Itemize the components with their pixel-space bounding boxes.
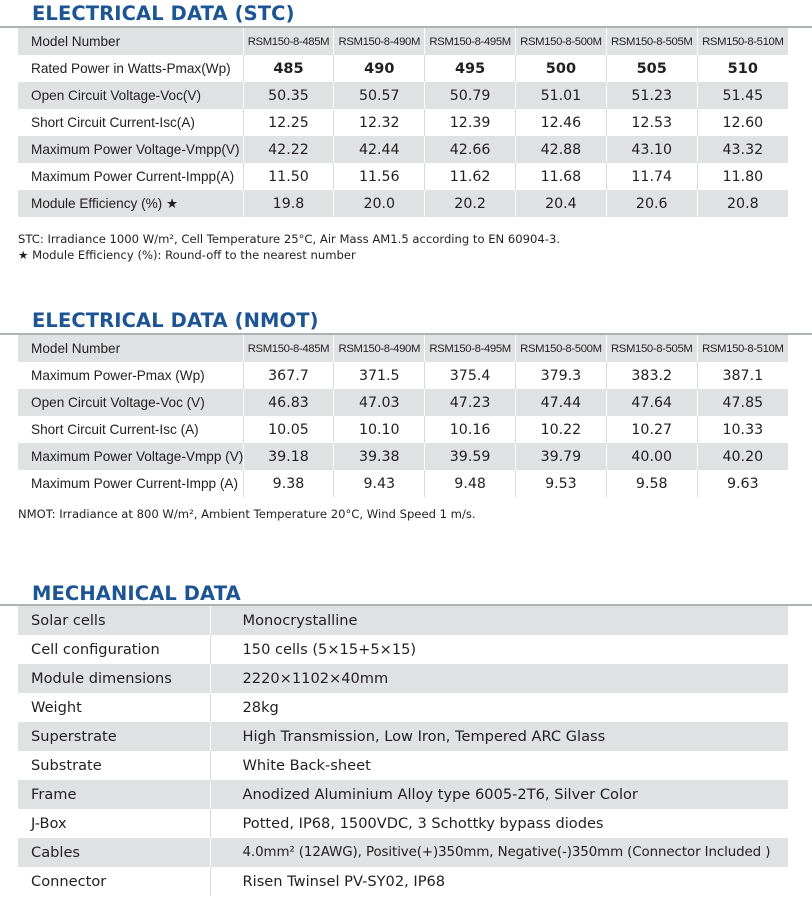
stc-cell: 19.8 — [243, 190, 334, 217]
nmot-cell: 10.33 — [697, 416, 788, 443]
nmot-cell: 39.18 — [243, 443, 334, 470]
mech-value: White Back-sheet — [210, 751, 788, 780]
mech-row-weight — [18, 693, 788, 722]
stc-row-label: Rated Power in Watts-Pmax(Wp) — [31, 60, 231, 76]
stc-cell: 12.25 — [243, 109, 334, 136]
mech-row-cell-configuration — [18, 635, 788, 664]
nmot-model-name: RSM150-8-510M — [697, 335, 788, 362]
mech-value: Anodized Aluminium Alloy type 6005-2T6, Silver Color — [210, 780, 788, 809]
stc-cell: 12.53 — [606, 109, 697, 136]
nmot-cell: 10.16 — [425, 416, 516, 443]
stc-cell: 11.80 — [697, 163, 788, 190]
nmot-cell: 46.83 — [243, 389, 334, 416]
stc-cell: 50.79 — [425, 82, 516, 109]
stc-header-row — [18, 28, 788, 55]
nmot-cell: 379.3 — [516, 362, 607, 389]
mech-key: Weight — [31, 699, 82, 716]
stc-cell: 11.74 — [606, 163, 697, 190]
nmot-row-pmax — [18, 362, 788, 389]
nmot-row-impp — [18, 470, 788, 497]
nmot-header-row — [18, 335, 788, 362]
nmot-cell: 47.85 — [697, 389, 788, 416]
nmot-cell: 9.53 — [516, 470, 607, 497]
stc-row-label: Maximum Power Current-Impp(A) — [31, 168, 235, 184]
nmot-row-label: Maximum Power Current-Impp (A) — [31, 475, 238, 491]
stc-row-label: Short Circuit Current-Isc(A) — [31, 114, 195, 130]
nmot-cell: 371.5 — [334, 362, 425, 389]
nmot-cell: 9.58 — [606, 470, 697, 497]
nmot-header-label: Model Number — [18, 335, 243, 362]
stc-cell: 11.56 — [334, 163, 425, 190]
mech-key: Solar cells — [18, 606, 210, 635]
stc-cell: 50.57 — [334, 82, 425, 109]
nmot-cell: 40.20 — [697, 443, 788, 470]
mech-value: High Transmission, Low Iron, Tempered ARC Glass — [210, 722, 788, 751]
nmot-model-name: RSM150-8-485M — [243, 335, 334, 362]
stc-cell: 11.62 — [425, 163, 516, 190]
stc-cell: 42.44 — [334, 136, 425, 163]
stc-table — [18, 28, 788, 217]
stc-cell: 12.60 — [697, 109, 788, 136]
nmot-model-name: RSM150-8-490M — [334, 335, 425, 362]
stc-cell: 43.10 — [606, 136, 697, 163]
nmot-cell: 47.23 — [425, 389, 516, 416]
mech-table — [18, 606, 788, 896]
nmot-cell: 47.44 — [516, 389, 607, 416]
stc-cell: 12.32 — [334, 109, 425, 136]
stc-cell: 12.46 — [516, 109, 607, 136]
stc-cell: 490 — [334, 55, 425, 82]
mech-row-cables — [18, 838, 788, 867]
mech-key: Cables — [18, 838, 210, 867]
efficiency-footnote: ★ Module Efficiency (%): Round-off to the nearest number — [18, 248, 356, 262]
mech-value: 150 cells (5×15+5×15) — [210, 635, 788, 664]
stc-cell: 20.6 — [606, 190, 697, 217]
stc-cell: 20.0 — [334, 190, 425, 217]
nmot-model-name: RSM150-8-500M — [516, 335, 607, 362]
stc-cell: 505 — [606, 55, 697, 82]
mech-key: Connector — [31, 873, 107, 890]
stc-row-label: Module Efficiency (%) ★ — [18, 190, 243, 217]
nmot-cell: 9.38 — [243, 470, 334, 497]
mech-key: J-Box — [31, 815, 67, 832]
nmot-note: NMOT: Irradiance at 800 W/m², Ambient Temperature 20°C, Wind Speed 1 m/s. — [18, 507, 476, 521]
stc-cell: 495 — [425, 55, 516, 82]
nmot-row-voc — [18, 389, 788, 416]
nmot-cell: 375.4 — [425, 362, 516, 389]
nmot-cell: 10.10 — [334, 416, 425, 443]
mech-key: Superstrate — [18, 722, 210, 751]
mech-value: Monocrystalline — [210, 606, 788, 635]
stc-row-pmax — [18, 55, 788, 82]
mech-row-j-box — [18, 809, 788, 838]
stc-cell: 485 — [243, 55, 334, 82]
nmot-cell: 40.00 — [606, 443, 697, 470]
stc-row-impp — [18, 163, 788, 190]
mech-key: Frame — [18, 780, 210, 809]
stc-cell: 20.2 — [425, 190, 516, 217]
nmot-row-isc — [18, 416, 788, 443]
mech-row-module-dimensions — [18, 664, 788, 693]
mech-key: Substrate — [31, 757, 102, 774]
mech-row-superstrate — [18, 722, 788, 751]
stc-cell: 20.8 — [697, 190, 788, 217]
stc-model-name: RSM150-8-495M — [425, 28, 516, 55]
stc-row-isc — [18, 109, 788, 136]
nmot-cell: 39.38 — [334, 443, 425, 470]
mech-row-solar-cells — [18, 606, 788, 635]
mech-row-substrate — [18, 751, 788, 780]
nmot-row-label: Maximum Power Voltage-Vmpp (V) — [18, 443, 243, 470]
mech-value: Risen Twinsel PV-SY02, IP68 — [210, 867, 788, 896]
stc-model-name: RSM150-8-500M — [516, 28, 607, 55]
mech-section-title: MECHANICAL DATA — [32, 582, 241, 605]
nmot-cell: 10.27 — [606, 416, 697, 443]
stc-header-label: Model Number — [18, 28, 243, 55]
nmot-cell: 47.64 — [606, 389, 697, 416]
stc-cell: 510 — [697, 55, 788, 82]
stc-model-name: RSM150-8-505M — [606, 28, 697, 55]
nmot-cell: 39.79 — [516, 443, 607, 470]
stc-model-name: RSM150-8-510M — [697, 28, 788, 55]
nmot-cell: 383.2 — [606, 362, 697, 389]
stc-cell: 11.50 — [243, 163, 334, 190]
stc-row-label: Open Circuit Voltage-Voc(V) — [18, 82, 243, 109]
nmot-cell: 9.48 — [425, 470, 516, 497]
nmot-model-name: RSM150-8-505M — [606, 335, 697, 362]
mech-key: Cell configuration — [31, 641, 160, 658]
stc-cell: 42.22 — [243, 136, 334, 163]
stc-cell: 11.68 — [516, 163, 607, 190]
stc-section-title: ELECTRICAL DATA (STC) — [32, 2, 295, 25]
stc-row-label: Maximum Power Voltage-Vmpp(V) — [18, 136, 243, 163]
stc-cell: 51.01 — [516, 82, 607, 109]
nmot-cell: 367.7 — [243, 362, 334, 389]
mech-value: 28kg — [210, 693, 788, 722]
stc-cell: 43.32 — [697, 136, 788, 163]
mech-row-connector — [18, 867, 788, 896]
mech-key: Module dimensions — [18, 664, 210, 693]
stc-cell: 12.39 — [425, 109, 516, 136]
mech-value: Potted, IP68, 1500VDC, 3 Schottky bypass diodes — [210, 809, 788, 838]
nmot-cell: 10.05 — [243, 416, 334, 443]
mech-value: 4.0mm² (12AWG), Positive(+)350mm, Negative(-)350mm (Connector Included ) — [210, 838, 788, 867]
stc-model-name: RSM150-8-490M — [334, 28, 425, 55]
nmot-row-label: Short Circuit Current-Isc (A) — [31, 421, 199, 437]
stc-row-vmpp — [18, 136, 788, 163]
stc-note: STC: Irradiance 1000 W/m², Cell Temperature 25°C, Air Mass AM1.5 according to EN 60904-3. — [18, 232, 561, 246]
nmot-cell: 39.59 — [425, 443, 516, 470]
stc-cell: 20.4 — [516, 190, 607, 217]
nmot-cell: 9.63 — [697, 470, 788, 497]
nmot-row-label: Maximum Power-Pmax (Wp) — [31, 367, 205, 383]
nmot-model-name: RSM150-8-495M — [425, 335, 516, 362]
stc-cell: 42.66 — [425, 136, 516, 163]
mech-value: 2220×1102×40mm — [210, 664, 788, 693]
stc-model-name: RSM150-8-485M — [243, 28, 334, 55]
nmot-cell: 47.03 — [334, 389, 425, 416]
stc-cell: 51.23 — [606, 82, 697, 109]
mech-row-frame — [18, 780, 788, 809]
stc-cell: 50.35 — [243, 82, 334, 109]
stc-cell: 500 — [516, 55, 607, 82]
nmot-table — [18, 335, 788, 497]
stc-row-efficiency — [18, 190, 788, 217]
nmot-cell: 10.22 — [516, 416, 607, 443]
stc-row-voc — [18, 82, 788, 109]
stc-cell: 42.88 — [516, 136, 607, 163]
stc-cell: 51.45 — [697, 82, 788, 109]
nmot-cell: 9.43 — [334, 470, 425, 497]
nmot-section-title: ELECTRICAL DATA (NMOT) — [32, 309, 319, 332]
nmot-cell: 387.1 — [697, 362, 788, 389]
nmot-row-label: Open Circuit Voltage-Voc (V) — [18, 389, 243, 416]
nmot-row-vmpp — [18, 443, 788, 470]
